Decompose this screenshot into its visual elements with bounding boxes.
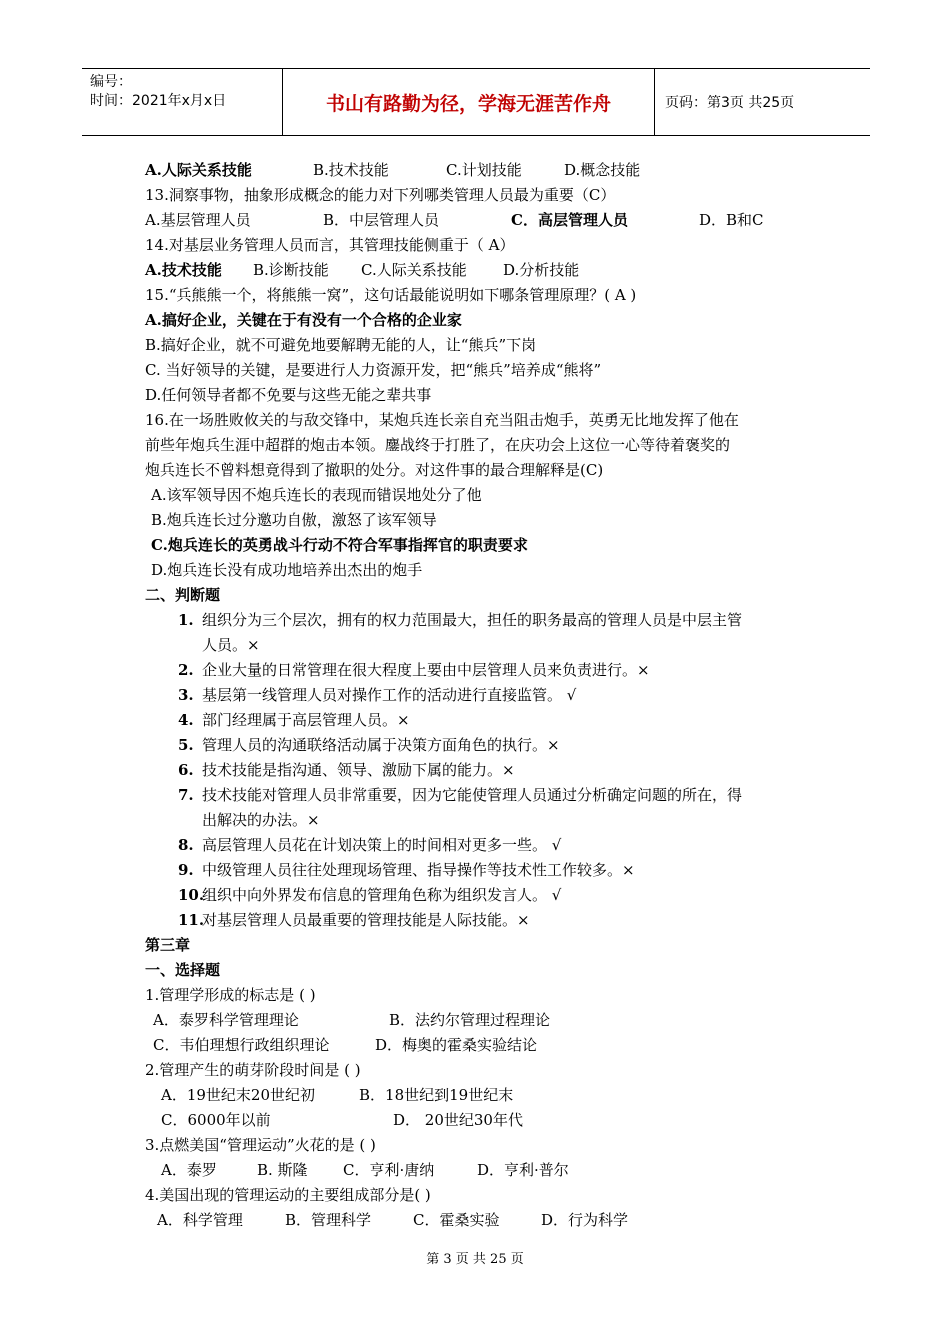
judgement-statement: 企业大量的日常管理在很大程度上要由中层管理人员来负责进行。× <box>202 661 650 679</box>
judgement-text <box>202 883 807 908</box>
judgement-text <box>202 708 807 733</box>
option-b: B．中层管理人员 <box>323 211 440 229</box>
option-a: A.技术技能 <box>145 261 222 279</box>
q15-option-a: A.搞好企业，关键在于有没有一个合格的企业家 <box>145 311 462 329</box>
judgement-number <box>145 608 202 658</box>
judgement-number-text: 4. <box>178 711 194 729</box>
option-a: A．泰罗科学管理理论 <box>153 1011 299 1029</box>
option-d: D．亨利·普尔 <box>477 1161 569 1179</box>
judgement-statement-continued: 人员。× <box>202 636 260 654</box>
judgement-number-text: 2. <box>178 661 194 679</box>
number-label: 编号： <box>90 74 132 90</box>
judgement-number <box>145 658 202 683</box>
ch3-q1-options-row2 <box>145 1033 815 1058</box>
ch3-question-4: 4.美国出现的管理运动的主要组成部分是( ) <box>145 1186 431 1204</box>
judgement-statement: 组织中向外界发布信息的管理角色称为组织发言人。 √ <box>202 886 562 904</box>
option-c: C．霍桑实验 <box>413 1211 500 1229</box>
option-a: A．科学管理 <box>157 1211 243 1229</box>
judgement-number-text: 1. <box>178 611 194 629</box>
option-c: C．高层管理人员 <box>511 211 628 229</box>
judgement-number <box>145 708 202 733</box>
q15-option-d: D.任何领导者都不免要与这些无能之辈共事 <box>145 386 432 404</box>
judgement-statement: 组织分为三个层次，拥有的权力范围最大，担任的职务最高的管理人员是中层主管 <box>202 611 743 629</box>
judgement-number-text: 3. <box>178 686 194 704</box>
header-page-info: 页码：第3页 共25页 <box>665 95 795 111</box>
q12-options <box>145 158 815 183</box>
ch3-q2-options-row1 <box>145 1083 815 1108</box>
chapter-3-title: 第三章 <box>145 936 191 954</box>
question-15: 15.“兵熊熊一个，将熊熊一窝”，这句话最能说明如下哪条管理原理？( A ) <box>145 286 637 304</box>
q16-option-c: C.炮兵连长的英勇战斗行动不符合军事指挥官的职责要求 <box>151 536 528 554</box>
judgement-item <box>145 733 815 758</box>
option-b: B. 斯隆 <box>257 1161 308 1179</box>
option-c: C.人际关系技能 <box>361 261 467 279</box>
judgement-number <box>145 758 202 783</box>
judgement-list <box>145 608 815 933</box>
judgement-statement: 技术技能对管理人员非常重要，因为它能使管理人员通过分析确定问题的所在，得 <box>202 786 743 804</box>
judgement-item <box>145 833 815 858</box>
option-d: D．B和C <box>699 211 764 229</box>
option-b: B.技术技能 <box>313 161 389 179</box>
option-b: B．18世纪到19世纪末 <box>359 1086 514 1104</box>
ch3-q3-options <box>145 1158 815 1183</box>
option-a: A.人际关系技能 <box>145 161 252 179</box>
judgement-number <box>145 683 202 708</box>
q16-option-a: A.该军领导因不炮兵连长的表现而错误地处分了他 <box>151 486 482 504</box>
judgement-number <box>145 783 202 833</box>
ch3-question-2: 2.管理产生的萌芽阶段时间是 ( ) <box>145 1061 361 1079</box>
chapter-3-section-heading: 一、选择题 <box>145 961 221 979</box>
option-d: D．梅奥的霍桑实验结论 <box>375 1036 538 1054</box>
option-d: D．行为科学 <box>541 1211 629 1229</box>
ch3-q2-options-row2 <box>145 1108 815 1133</box>
option-d: D.概念技能 <box>564 161 641 179</box>
judgement-text <box>202 683 807 708</box>
q15-option-c: C. 当好领导的关键，是要进行人力资源开发，把“熊兵”培养成“熊将” <box>145 361 602 379</box>
judgement-number-text: 9. <box>178 861 194 879</box>
judgement-statement: 部门经理属于高层管理人员。× <box>202 711 410 729</box>
judgement-number <box>145 733 202 758</box>
judgement-item <box>145 758 815 783</box>
option-c: C．6000年以前 <box>161 1111 271 1129</box>
ch3-q1-options-row1 <box>145 1008 815 1033</box>
judgement-item <box>145 683 815 708</box>
option-b: B.诊断技能 <box>253 261 329 279</box>
q13-options <box>145 208 815 233</box>
judgement-text <box>202 908 807 933</box>
judgement-item <box>145 883 815 908</box>
judgement-item <box>145 908 815 933</box>
judgement-number-text: 6. <box>178 761 194 779</box>
header-motto: 书山有路勤为径，学海无涯苦作舟 <box>283 69 655 135</box>
document-body <box>145 158 815 1233</box>
judgement-number-text: 10. <box>178 886 205 904</box>
header-meta <box>82 69 283 135</box>
option-b: B．法约尔管理过程理论 <box>389 1011 551 1029</box>
judgement-number <box>145 908 205 933</box>
judgement-text <box>202 833 807 858</box>
judgement-statement: 中级管理人员往往处理现场管理、指导操作等技术性工作较多。× <box>202 861 635 879</box>
option-c: C．韦伯理想行政组织理论 <box>153 1036 330 1054</box>
option-a: A．19世纪末20世纪初 <box>161 1086 316 1104</box>
option-a: A.基层管理人员 <box>145 211 251 229</box>
option-a: A．泰罗 <box>161 1161 217 1179</box>
judgement-text <box>202 658 807 683</box>
option-d: D． 20世纪30年代 <box>393 1111 523 1129</box>
ch3-q4-options <box>145 1208 815 1233</box>
option-d: D.分析技能 <box>503 261 580 279</box>
judgement-statement: 基层第一线管理人员对操作工作的活动进行直接监管。 √ <box>202 686 577 704</box>
ch3-question-1: 1.管理学形成的标志是 ( ) <box>145 986 316 1004</box>
judgement-item <box>145 658 815 683</box>
judgement-number <box>145 833 202 858</box>
judgement-item <box>145 783 815 833</box>
judgement-text <box>202 733 807 758</box>
judgement-number-text: 5. <box>178 736 194 754</box>
judgement-text <box>202 608 807 658</box>
judgement-item <box>145 858 815 883</box>
judgement-number <box>145 883 205 908</box>
question-14: 14.对基层业务管理人员而言，其管理技能侧重于（ A） <box>145 236 515 254</box>
judgement-statement: 管理人员的沟通联络活动属于决策方面角色的执行。× <box>202 736 560 754</box>
judgement-text <box>202 858 807 883</box>
judgement-statement: 技术技能是指沟通、领导、激励下属的能力。× <box>202 761 515 779</box>
q16-option-d: D.炮兵连长没有成功地培养出杰出的炮手 <box>151 561 423 579</box>
page-header <box>82 68 870 136</box>
question-16-line-1: 16.在一场胜败攸关的与敌交锋中，某炮兵连长亲自充当阻击炮手，英勇无比地发挥了他在 <box>145 411 739 429</box>
judgement-text <box>202 783 807 833</box>
judgement-item <box>145 708 815 733</box>
q15-option-b: B.搞好企业，就不可避免地要解聘无能的人，让“熊兵”下岗 <box>145 336 537 354</box>
question-16-line-2: 前些年炮兵生涯中超群的炮击本领。鏖战终于打胜了，在庆功会上这位一心等待着褒奖的 <box>145 436 731 454</box>
q16-option-b: B.炮兵连长过分邀功自傲，激怒了该军领导 <box>151 511 437 529</box>
judgement-statement-continued: 出解决的办法。× <box>202 811 320 829</box>
option-b: B．管理科学 <box>285 1211 372 1229</box>
judgement-text <box>202 758 807 783</box>
page-footer: 第 3 页 共 25 页 <box>426 1252 524 1267</box>
question-13: 13.洞察事物，抽象形成概念的能力对下列哪类管理人员最为重要（C） <box>145 186 616 204</box>
judgement-number-text: 7. <box>178 786 194 804</box>
option-c: C.计划技能 <box>446 161 522 179</box>
q14-options <box>145 258 815 283</box>
judgement-number <box>145 858 202 883</box>
section-judgement-heading: 二、判断题 <box>145 586 221 604</box>
ch3-question-3: 3.点燃美国“管理运动”火花的是 ( ) <box>145 1136 376 1154</box>
option-c: C．亨利·唐纳 <box>343 1161 435 1179</box>
judgement-number-text: 11. <box>178 911 205 929</box>
judgement-item <box>145 608 815 658</box>
judgement-statement: 对基层管理人员最重要的管理技能是人际技能。× <box>202 911 530 929</box>
time-label: 时间：2021年x月x日 <box>90 93 227 109</box>
question-16-line-3: 炮兵连长不曾料想竟得到了撤职的处分。对这件事的最合理解释是(C) <box>145 461 604 479</box>
judgement-statement: 高层管理人员花在计划决策上的时间相对更多一些。 √ <box>202 836 562 854</box>
judgement-number-text: 8. <box>178 836 194 854</box>
